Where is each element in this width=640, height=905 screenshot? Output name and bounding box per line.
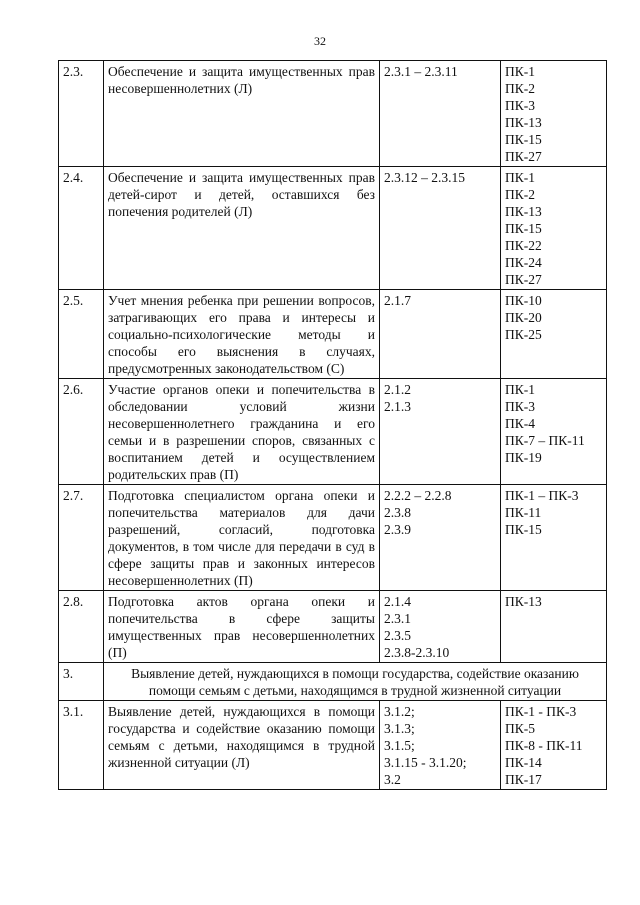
reference-item: 2.3.8-2.3.10 — [384, 645, 450, 660]
table-row — [59, 290, 607, 379]
competency-item: ПК-10 — [505, 293, 542, 308]
competency-item: ПК-1 — [505, 170, 535, 185]
table-row — [59, 61, 607, 167]
competency-item: ПК-15 — [505, 221, 542, 236]
reference-item: 3.1.2; — [384, 704, 415, 719]
reference-item: 2.3.1 – 2.3.11 — [384, 64, 458, 79]
row-number: 3.1. — [59, 701, 104, 790]
row-references — [380, 379, 501, 485]
competency-table — [58, 60, 607, 790]
reference-item: 3.1.15 - 3.1.20; — [384, 755, 467, 770]
row-description: Подготовка специалистом органа опеки и попечительства материалов для дачи разрешений, согласий, подготовка документов, в том числе для передачи в суд в сфере защиты прав и законных интересов несовершеннолетних (П) — [104, 485, 380, 591]
competency-item: ПК-1 - ПК-3 — [505, 704, 577, 719]
row-references — [380, 167, 501, 290]
competency-item: ПК-19 — [505, 450, 542, 465]
row-description: Учет мнения ребенка при решении вопросов, затрагивающих его права и интересы и социально-психологические методы и способы его выяснения в случаях, предусмотренных законодательством (С) — [104, 290, 380, 379]
section-title: Выявление детей, нуждающихся в помощи государства, содействие оказанию помощи семьям с детьми, находящимся в трудной жизненной ситуации — [104, 663, 607, 701]
row-number: 2.6. — [59, 379, 104, 485]
reference-item: 2.2.2 – 2.2.8 — [384, 488, 452, 503]
row-references — [380, 701, 501, 790]
row-competencies — [501, 290, 607, 379]
row-number: 2.5. — [59, 290, 104, 379]
competency-item: ПК-27 — [505, 149, 542, 164]
row-number: 2.8. — [59, 591, 104, 663]
table-row — [59, 167, 607, 290]
section-number: 3. — [59, 663, 104, 701]
row-references — [380, 485, 501, 591]
competency-item: ПК-4 — [505, 416, 535, 431]
competency-item: ПК-3 — [505, 399, 535, 414]
row-references — [380, 290, 501, 379]
competency-item: ПК-5 — [505, 721, 535, 736]
table-row — [59, 485, 607, 591]
competency-item: ПК-7 – ПК-11 — [505, 433, 585, 448]
reference-item: 2.1.7 — [384, 293, 411, 308]
competency-item: ПК-14 — [505, 755, 542, 770]
reference-item: 2.3.12 – 2.3.15 — [384, 170, 465, 185]
competency-item: ПК-1 – ПК-3 — [505, 488, 579, 503]
competency-item: ПК-8 - ПК-11 — [505, 738, 583, 753]
page-number: 32 — [314, 34, 326, 48]
competency-item: ПК-27 — [505, 272, 542, 287]
reference-item: 2.3.5 — [384, 628, 411, 643]
row-competencies — [501, 485, 607, 591]
competency-item: ПК-1 — [505, 382, 535, 397]
competency-item: ПК-1 — [505, 64, 535, 79]
competency-item: ПК-13 — [505, 204, 542, 219]
row-references — [380, 591, 501, 663]
reference-item: 3.2 — [384, 772, 401, 787]
competency-item: ПК-22 — [505, 238, 542, 253]
row-description: Участие органов опеки и попечительства в обследовании условий жизни несовершеннолетнего гражданина и его семьи и в разрешении споров, связанных с воспитанием детей и осуществлением родительских прав (П) — [104, 379, 380, 485]
row-references — [380, 61, 501, 167]
reference-item: 2.1.2 — [384, 382, 411, 397]
row-number: 2.3. — [59, 61, 104, 167]
row-number: 2.7. — [59, 485, 104, 591]
row-description: Обеспечение и защита имущественных прав детей-сирот и детей, оставшихся без попечения родителей (Л) — [104, 167, 380, 290]
competency-item: ПК-11 — [505, 505, 542, 520]
competency-item: ПК-13 — [505, 115, 542, 130]
competency-item: ПК-15 — [505, 522, 542, 537]
section-row — [59, 663, 607, 701]
competency-item: ПК-2 — [505, 81, 535, 96]
reference-item: 2.3.8 — [384, 505, 411, 520]
competency-item: ПК-24 — [505, 255, 542, 270]
row-number: 2.4. — [59, 167, 104, 290]
competency-item: ПК-15 — [505, 132, 542, 147]
competency-item: ПК-20 — [505, 310, 542, 325]
reference-item: 2.1.4 — [384, 594, 411, 609]
reference-item: 2.1.3 — [384, 399, 411, 414]
table-row — [59, 379, 607, 485]
reference-item: 2.3.1 — [384, 611, 411, 626]
table-row — [59, 701, 607, 790]
row-competencies — [501, 379, 607, 485]
row-competencies — [501, 591, 607, 663]
row-competencies — [501, 61, 607, 167]
competency-item: ПК-17 — [505, 772, 542, 787]
row-competencies — [501, 701, 607, 790]
reference-item: 2.3.9 — [384, 522, 411, 537]
row-description: Подготовка актов органа опеки и попечительства в сфере защиты имущественных прав несовершеннолетних (П) — [104, 591, 380, 663]
table-row — [59, 591, 607, 663]
competency-item: ПК-2 — [505, 187, 535, 202]
competency-item: ПК-3 — [505, 98, 535, 113]
reference-item: 3.1.5; — [384, 738, 415, 753]
reference-item: 3.1.3; — [384, 721, 415, 736]
competency-item: ПК-13 — [505, 594, 542, 609]
row-description: Обеспечение и защита имущественных прав несовершеннолетних (Л) — [104, 61, 380, 167]
row-competencies — [501, 167, 607, 290]
competency-item: ПК-25 — [505, 327, 542, 342]
row-description: Выявление детей, нуждающихся в помощи государства и содействие оказанию помощи семьям с детьми, находящимся в трудной жизненной ситуации (Л) — [104, 701, 380, 790]
